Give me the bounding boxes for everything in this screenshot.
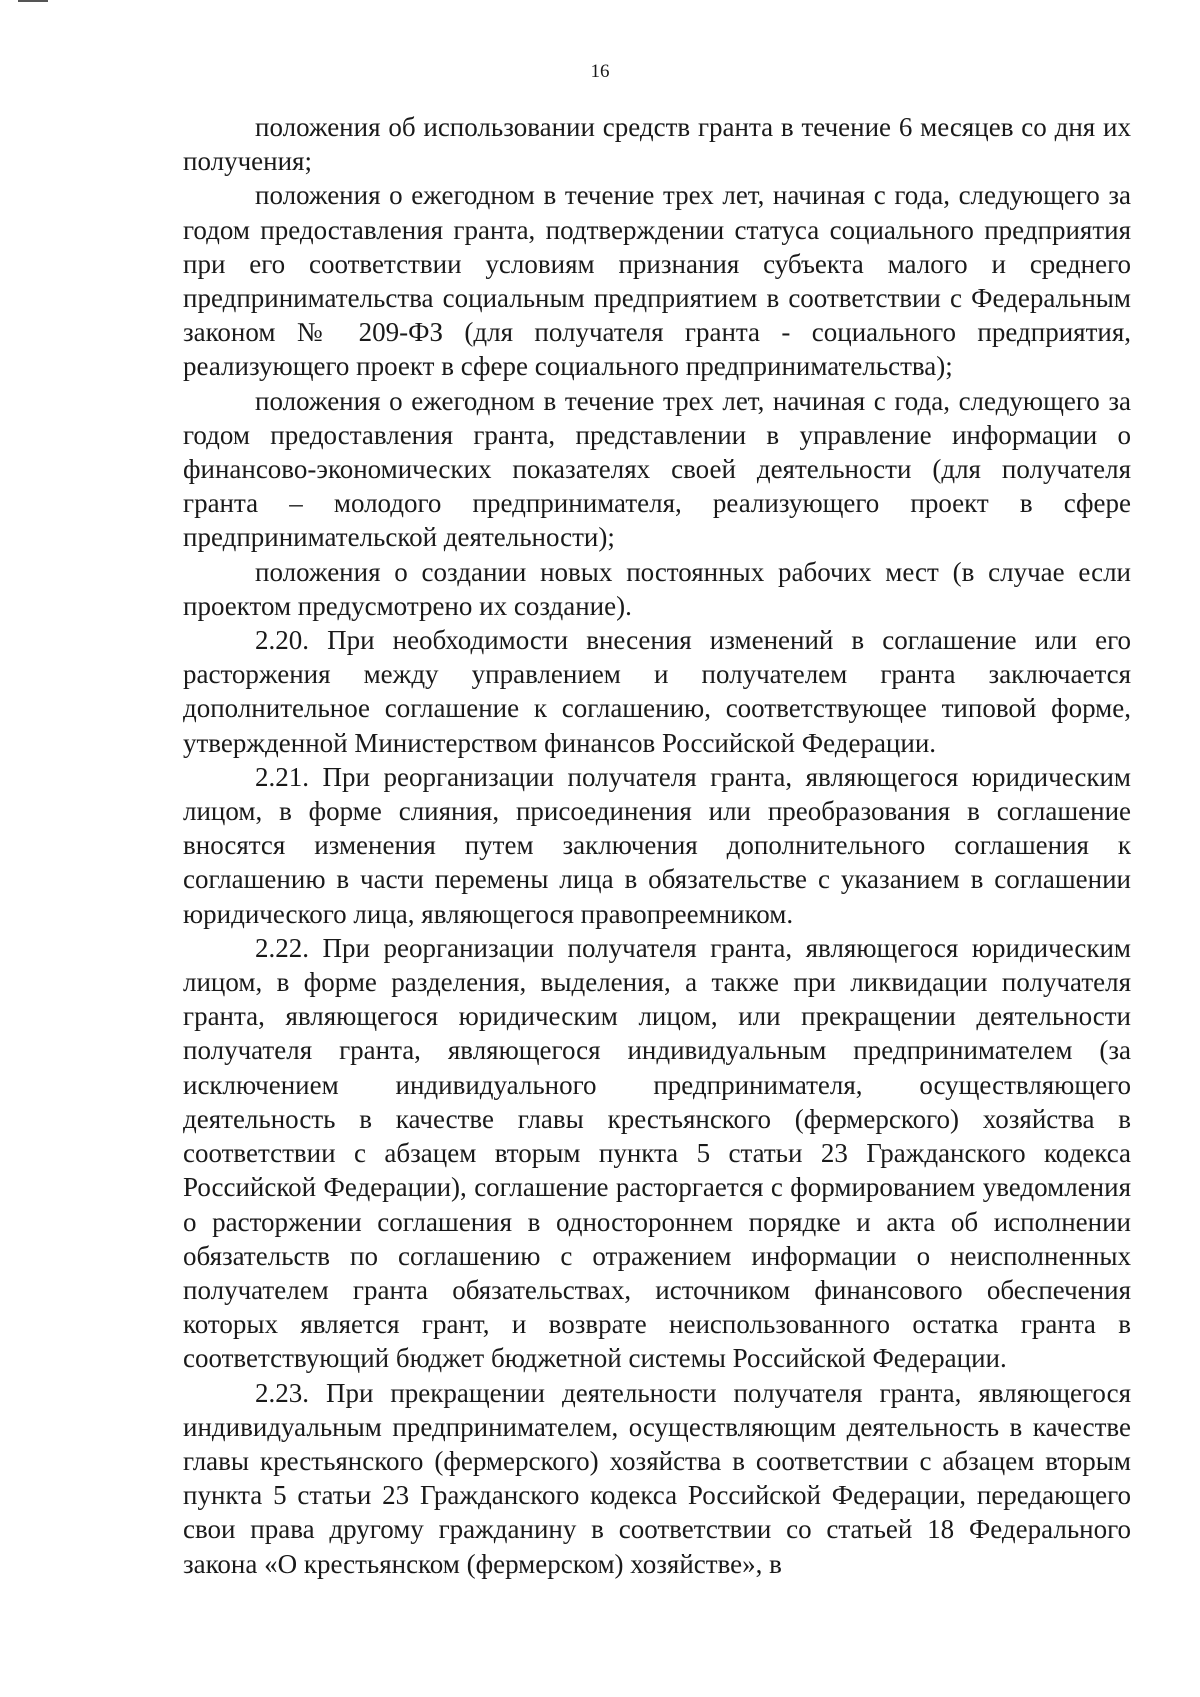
paragraph-financial-indicators: положения о ежегодном в течение трех лет, начиная с года, следующего за годом предоставления гранта, представлении в управление информации о финансово-экономических показателях своей деятельности (для получателя гранта – молодого предпринимателя, реализующего проект в сфере предпринимательской деятельности);: [183, 385, 1131, 553]
paragraph-grant-usage-term: положения об использовании средств гранта в течение 6 месяцев со дня их получения;: [183, 112, 1131, 177]
paragraph-new-jobs: положения о создании новых постоянных рабочих мест (в случае если проектом предусмотрено их создание).: [183, 556, 1131, 621]
document-body: [183, 110, 1131, 1581]
paragraph-2-21: 2.21. При реорганизации получателя гранта, являющегося юридическим лицом, в форме слияния, присоединения или преобразования в соглашение вносятся изменения путем заключения дополнительного соглашения к соглашению в части перемены лица в обязательстве с указанием в соглашении юридического лица, являющегося правопреемником.: [183, 761, 1131, 929]
scan-corner-mark: [18, 0, 48, 2]
paragraph-2-22: 2.22. При реорганизации получателя гранта, являющегося юридическим лицом, в форме разделения, выделения, а также при ликвидации получателя гранта, являющегося юридическим лицом, или прекращении деятельности получателя гранта, являющегося индивидуальным предпринимателем (за исключением индивидуального предпринимателя, осуществляющего деятельность в качестве главы крестьянского (фермерского) хозяйства в соответствии с абзацем вторым пункта 5 статьи 23 Гражданского кодекса Российской Федерации), соглашение расторгается с формированием уведомления о расторжении соглашения в одностороннем порядке и акта об исполнении обязательств по соглашению с отражением информации о неисполненных получателем гранта обязательствах, источником финансового обеспечения которых является грант, и возврате неиспользованного остатка гранта в соответствующий бюджет бюджетной системы Российской Федерации.: [183, 932, 1131, 1374]
paragraph-2-20: 2.20. При необходимости внесения изменений в соглашение или его расторжения между управлением и получателем гранта заключается дополнительное соглашение к соглашению, соответствующее типовой форме, утвержденной Министерством финансов Российской Федерации.: [183, 625, 1131, 758]
page-number: 16: [590, 61, 610, 82]
paragraph-social-enterprise-status: положения о ежегодном в течение трех лет, начиная с года, следующего за годом предоставления гранта, подтверждении статуса социального предприятия при его соответствии условиям признания субъекта малого и среднего предпринимательства социальным предприятием в соответствии с Федеральным законом № 209-ФЗ (для получателя гранта - социального предприятия, реализующего проект в сфере социального предпринимательства);: [183, 180, 1131, 382]
paragraph-2-23: 2.23. При прекращении деятельности получателя гранта, являющегося индивидуальным предпринимателем, осуществляющим деятельность в качестве главы крестьянского (фермерского) хозяйства в соответствии с абзацем вторым пункта 5 статьи 23 Гражданского кодекса Российской Федерации, передающего свои права другому гражданину в соответствии со статьей 18 Федерального закона «О крестьянском (фермерском) хозяйстве», в: [183, 1377, 1131, 1579]
